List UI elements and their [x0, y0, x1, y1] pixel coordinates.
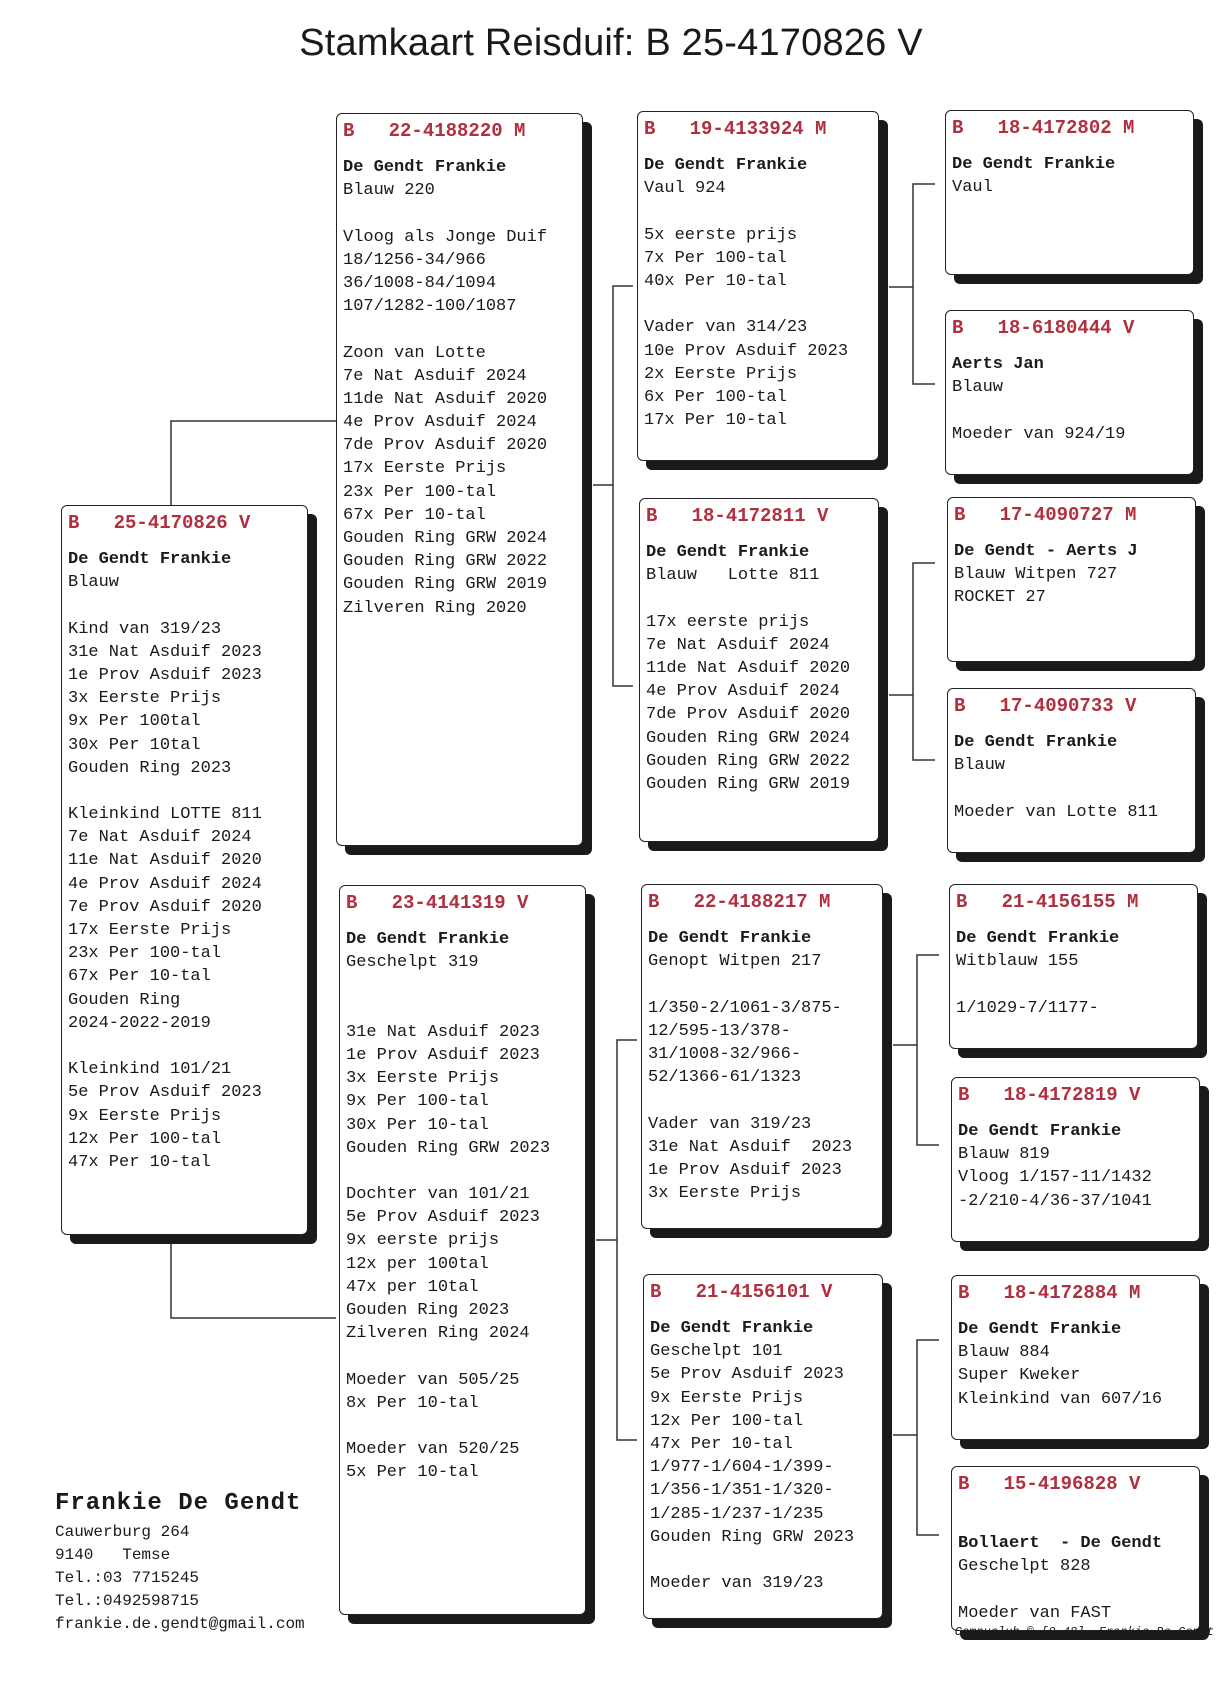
- card-line: 4e Prov Asduif 2024: [68, 874, 262, 894]
- card-line: [644, 293, 872, 316]
- card-line: 52/1366-61/1323: [648, 1068, 802, 1088]
- ring-number: B 15-4196828 V: [958, 1473, 1141, 1495]
- card-line: 7e Nat Asduif 2024: [343, 366, 527, 386]
- card-line: Moeder van FAST: [958, 1603, 1112, 1623]
- card-body: [958, 1509, 1193, 1625]
- card-line: Vader van 314/23: [644, 318, 808, 338]
- card-line: 7e Prov Asduif 2020: [68, 897, 262, 917]
- card-line: Blauw 220: [343, 181, 435, 201]
- ggp-mm-father-card: [951, 1275, 1200, 1440]
- card-line: Kleinkind LOTTE 811: [68, 805, 262, 825]
- card-line: 11de Nat Asduif 2020: [646, 658, 851, 678]
- card-line: Gouden Ring 2023: [68, 758, 232, 778]
- card-line: 47x Per 10-tal: [68, 1152, 211, 1172]
- card-line: 5e Prov Asduif 2023: [68, 1083, 262, 1103]
- card-line: 4e Prov Asduif 2024: [646, 682, 840, 702]
- card-line: [648, 1089, 876, 1112]
- breeder-mobile: Tel.:0492598715: [55, 1592, 200, 1610]
- card-line: 2x Eerste Prijs: [644, 364, 798, 384]
- card-line: 9x Per 100tal: [68, 712, 201, 732]
- owner-name: De Gendt Frankie: [644, 156, 808, 175]
- breeder-email: frankie.de.gendt@gmail.com: [55, 1615, 305, 1633]
- card-line: 11e Nat Asduif 2020: [68, 851, 262, 871]
- card-line: 17x Eerste Prijs: [68, 921, 232, 940]
- card-line: 31e Nat Asduif 2023: [68, 642, 262, 662]
- card-body: [954, 540, 1189, 610]
- card-line: [956, 973, 1191, 996]
- card-line: [954, 777, 1189, 800]
- card-line: Moeder van 319/23: [650, 1574, 824, 1594]
- card-line: Vaul: [952, 178, 993, 198]
- card-line: 3x Eerste Prijs: [68, 689, 222, 709]
- card-line: Blauw: [954, 756, 1006, 776]
- owner-name: De Gendt - Aerts J: [954, 542, 1138, 561]
- ggp-fm-mother-card: [947, 688, 1196, 853]
- card-line: Geschelpt 319: [346, 953, 479, 973]
- card-line: Blauw: [68, 573, 120, 593]
- owner-name: De Gendt Frankie: [650, 1319, 814, 1338]
- breeder-contact: [55, 1490, 305, 1636]
- card-body: [952, 153, 1187, 199]
- card-line: 12/595-13/378-: [648, 1021, 791, 1041]
- page-title: Stamkaart Reisduif: B 25-4170826 V: [299, 22, 923, 64]
- ring-number: B 18-4172819 V: [958, 1084, 1141, 1106]
- card-line: Geschelpt 828: [958, 1557, 1091, 1577]
- connector-ff-parents: [889, 184, 935, 384]
- card-line: [68, 780, 301, 803]
- card-line: Dochter van 101/21: [346, 1185, 530, 1205]
- card-line: 17x Eerste Prijs: [343, 459, 507, 479]
- connector-mm-parents: [893, 1340, 939, 1535]
- ggp-ff-father-card: [945, 110, 1194, 275]
- card-line: [343, 202, 576, 225]
- card-line: 67x Per 10-tal: [343, 505, 486, 525]
- card-line: Blauw Witpen 727: [954, 565, 1118, 585]
- card-line: 7de Prov Asduif 2020: [646, 705, 851, 725]
- owner-name: Aerts Jan: [952, 355, 1044, 374]
- owner-name: De Gendt Frankie: [958, 1122, 1122, 1141]
- breeder-name: Frankie De Gendt: [55, 1490, 302, 1517]
- card-body: [954, 731, 1189, 824]
- card-line: Gouden Ring GRW 2024: [343, 529, 548, 548]
- card-line: Gouden Ring 2023: [346, 1301, 510, 1320]
- card-line: 17x eerste prijs: [646, 612, 810, 632]
- card-line: [952, 399, 1187, 422]
- ring-number: B 22-4188220 M: [343, 120, 526, 142]
- breeder-address: Cauwerburg 264: [55, 1523, 190, 1541]
- card-line: 8x Per 10-tal: [346, 1393, 479, 1413]
- card-line: Zilveren Ring 2020: [343, 598, 527, 618]
- card-body: [644, 154, 872, 432]
- card-line: 67x Per 10-tal: [68, 967, 211, 987]
- card-line: 4e Prov Asduif 2024: [343, 413, 537, 433]
- ring-number: B 17-4090727 M: [954, 504, 1137, 526]
- card-line: ROCKET 27: [954, 588, 1046, 608]
- card-line: 1e Prov Asduif 2023: [346, 1045, 540, 1065]
- card-line: Kleinkind 101/21: [68, 1060, 232, 1080]
- card-line: Blauw 884: [958, 1343, 1050, 1363]
- card-line: 1/356-1/351-1/320-: [650, 1481, 834, 1501]
- card-line: 3x Eerste Prijs: [648, 1184, 802, 1204]
- ring-number: B 21-4156101 V: [650, 1281, 833, 1303]
- card-line: Moeder van Lotte 811: [954, 802, 1159, 822]
- owner-name: De Gendt Frankie: [648, 929, 812, 948]
- card-line: 47x Per 10-tal: [650, 1434, 793, 1454]
- ring-number: B 25-4170826 V: [68, 512, 251, 534]
- card-line: 7x Per 100-tal: [644, 248, 787, 268]
- card-line: Gouden Ring GRW 2022: [646, 751, 851, 771]
- card-line: 12x per 100tal: [346, 1254, 489, 1274]
- card-line: 9x eerste prijs: [346, 1231, 500, 1251]
- card-line: 31e Nat Asduif 2023: [648, 1137, 853, 1157]
- card-line: 9x Per 100-tal: [346, 1092, 489, 1112]
- card-line: [648, 973, 876, 996]
- card-line: 31/1008-32/966-: [648, 1044, 802, 1064]
- card-line: [346, 974, 579, 997]
- ggp-ff-mother-card: [945, 310, 1194, 475]
- card-line: Moeder van 520/25: [346, 1440, 520, 1460]
- card-line: [68, 594, 301, 617]
- card-line: 5e Prov Asduif 2023: [650, 1365, 844, 1385]
- card-line: [346, 1345, 579, 1368]
- card-line: 30x Per 10tal: [68, 735, 201, 755]
- card-line: 31e Nat Asduif 2023: [346, 1022, 540, 1042]
- owner-name: Bollaert - De Gendt: [958, 1534, 1163, 1554]
- card-body: [648, 927, 876, 1205]
- card-line: -2/210-4/36-37/1041: [958, 1191, 1152, 1211]
- owner-name: De Gendt Frankie: [346, 930, 510, 949]
- card-line: Vaul 924: [644, 179, 726, 199]
- card-line: 40x Per 10-tal: [644, 271, 787, 291]
- card-line: 1e Prov Asduif 2023: [68, 665, 262, 685]
- card-line: 1/1029-7/1177-: [956, 998, 1099, 1018]
- ggp-mf-father-card: [949, 884, 1198, 1049]
- card-line: [646, 587, 872, 610]
- ring-number: B 22-4188217 M: [648, 891, 831, 913]
- card-line: 11de Nat Asduif 2020: [343, 389, 548, 409]
- card-line: 30x Per 10-tal: [346, 1115, 489, 1135]
- card-body: [68, 548, 301, 1174]
- card-body: [952, 353, 1187, 446]
- card-line: 7e Nat Asduif 2024: [646, 635, 830, 655]
- card-line: Zilveren Ring 2024: [346, 1324, 530, 1344]
- card-line: Gouden Ring GRW 2024: [646, 728, 851, 748]
- breeder-city: 9140 Temse: [55, 1546, 171, 1564]
- ring-number: B 18-6180444 V: [952, 317, 1135, 339]
- card-line: Gouden Ring GRW 2023: [346, 1138, 551, 1158]
- card-body: [343, 156, 576, 620]
- card-line: Witblauw 155: [956, 952, 1079, 972]
- card-line: 1/285-1/237-1/235: [650, 1504, 824, 1524]
- card-line: 9x Eerste Prijs: [68, 1106, 222, 1126]
- owner-name: De Gendt Frankie: [956, 929, 1120, 948]
- card-line: 18/1256-34/966: [343, 250, 486, 270]
- card-line: Gouden Ring: [68, 990, 181, 1010]
- card-line: Zoon van Lotte: [343, 343, 486, 363]
- card-line: 1/977-1/604-1/399-: [650, 1458, 834, 1478]
- connector-father-grandparents: [593, 286, 633, 686]
- father-card: [336, 113, 583, 846]
- card-line: 23x Per 100-tal: [68, 944, 222, 964]
- card-line: 12x Per 100-tal: [68, 1129, 222, 1149]
- card-line: 7de Prov Asduif 2020: [343, 436, 548, 456]
- footer-credit: Compuclub © [9.48] Frankie De Gendt: [954, 1625, 1214, 1639]
- card-line: Moeder van 924/19: [952, 424, 1126, 444]
- card-body: [958, 1120, 1193, 1213]
- card-line: 3x Eerste Prijs: [346, 1069, 500, 1089]
- grandfather-paternal-card: [637, 111, 879, 461]
- grandmother-paternal-card: [639, 498, 879, 842]
- card-line: [958, 1509, 1193, 1532]
- ring-number: B 18-4172884 M: [958, 1282, 1141, 1304]
- card-body: [958, 1318, 1193, 1411]
- card-line: Vloog 1/157-11/1432: [958, 1168, 1152, 1188]
- connector-fm-parents: [889, 563, 935, 760]
- card-line: 10e Prov Asduif 2023: [644, 341, 849, 361]
- ring-number: B 19-4133924 M: [644, 118, 827, 140]
- card-line: 107/1282-100/1087: [343, 297, 517, 317]
- card-line: Kleinkind van 607/16: [958, 1389, 1163, 1409]
- card-line: Blauw: [952, 378, 1004, 398]
- card-line: 7e Nat Asduif 2024: [68, 828, 252, 848]
- card-line: 5x eerste prijs: [644, 225, 798, 245]
- card-line: [346, 1415, 579, 1438]
- card-line: Vloog als Jonge Duif: [343, 227, 548, 247]
- card-line: Genopt Witpen 217: [648, 952, 822, 972]
- card-line: Blauw Lotte 811: [646, 566, 820, 586]
- card-line: 9x Eerste Prijs: [650, 1388, 804, 1408]
- card-line: 2024-2022-2019: [68, 1013, 211, 1033]
- card-line: 12x Per 100-tal: [650, 1411, 804, 1431]
- card-line: 47x per 10tal: [346, 1277, 479, 1297]
- card-line: [650, 1549, 876, 1572]
- card-line: 23x Per 100-tal: [343, 482, 497, 502]
- owner-name: De Gendt Frankie: [954, 733, 1118, 752]
- owner-name: De Gendt Frankie: [958, 1320, 1122, 1339]
- grandfather-maternal-card: [641, 884, 883, 1229]
- card-body: [346, 928, 579, 1485]
- card-line: Gouden Ring GRW 2023: [650, 1527, 855, 1547]
- card-line: [68, 1035, 301, 1058]
- card-line: Gouden Ring GRW 2019: [646, 774, 851, 794]
- card-line: [958, 1579, 1193, 1602]
- mother-card: [339, 885, 586, 1615]
- grandmother-maternal-card: [643, 1274, 883, 1619]
- card-line: Moeder van 505/25: [346, 1370, 520, 1390]
- card-line: [644, 200, 872, 223]
- card-body: [650, 1317, 876, 1595]
- card-line: Gouden Ring GRW 2022: [343, 552, 548, 572]
- owner-name: De Gendt Frankie: [68, 550, 232, 569]
- card-line: Kind van 319/23: [68, 619, 222, 639]
- card-line: [346, 1160, 579, 1183]
- connector-mf-parents: [893, 955, 939, 1145]
- card-line: 1e Prov Asduif 2023: [648, 1160, 842, 1180]
- ring-number: B 18-4172811 V: [646, 505, 829, 527]
- owner-name: De Gendt Frankie: [952, 155, 1116, 174]
- owner-name: De Gendt Frankie: [646, 543, 810, 562]
- card-line: Geschelpt 101: [650, 1342, 783, 1362]
- card-line: [346, 998, 579, 1021]
- ggp-fm-father-card: [947, 497, 1196, 662]
- card-line: 5e Prov Asduif 2023: [346, 1208, 540, 1228]
- card-line: 1/350-2/1061-3/875-: [648, 998, 842, 1018]
- ring-number: B 18-4172802 M: [952, 117, 1135, 139]
- card-line: 5x Per 10-tal: [346, 1463, 479, 1483]
- ggp-mm-mother-card: [951, 1466, 1200, 1631]
- card-line: 6x Per 100-tal: [644, 387, 787, 407]
- ring-number: B 17-4090733 V: [954, 695, 1137, 717]
- card-line: 36/1008-84/1094: [343, 273, 497, 293]
- card-line: Vader van 319/23: [648, 1114, 812, 1134]
- card-body: [646, 541, 872, 796]
- card-body: [956, 927, 1191, 1020]
- breeder-phone: Tel.:03 7715245: [55, 1569, 200, 1587]
- subject-pigeon-card: [61, 505, 308, 1235]
- ring-number: B 23-4141319 V: [346, 892, 529, 914]
- card-line: 17x Per 10-tal: [644, 411, 787, 431]
- connector-mother-grandparents: [596, 1040, 637, 1440]
- owner-name: De Gendt Frankie: [343, 158, 507, 177]
- ring-number: B 21-4156155 M: [956, 891, 1139, 913]
- card-line: Blauw 819: [958, 1145, 1050, 1165]
- ggp-mf-mother-card: [951, 1077, 1200, 1242]
- card-line: Gouden Ring GRW 2019: [343, 575, 548, 595]
- card-line: [343, 318, 576, 341]
- card-line: Super Kweker: [958, 1366, 1081, 1386]
